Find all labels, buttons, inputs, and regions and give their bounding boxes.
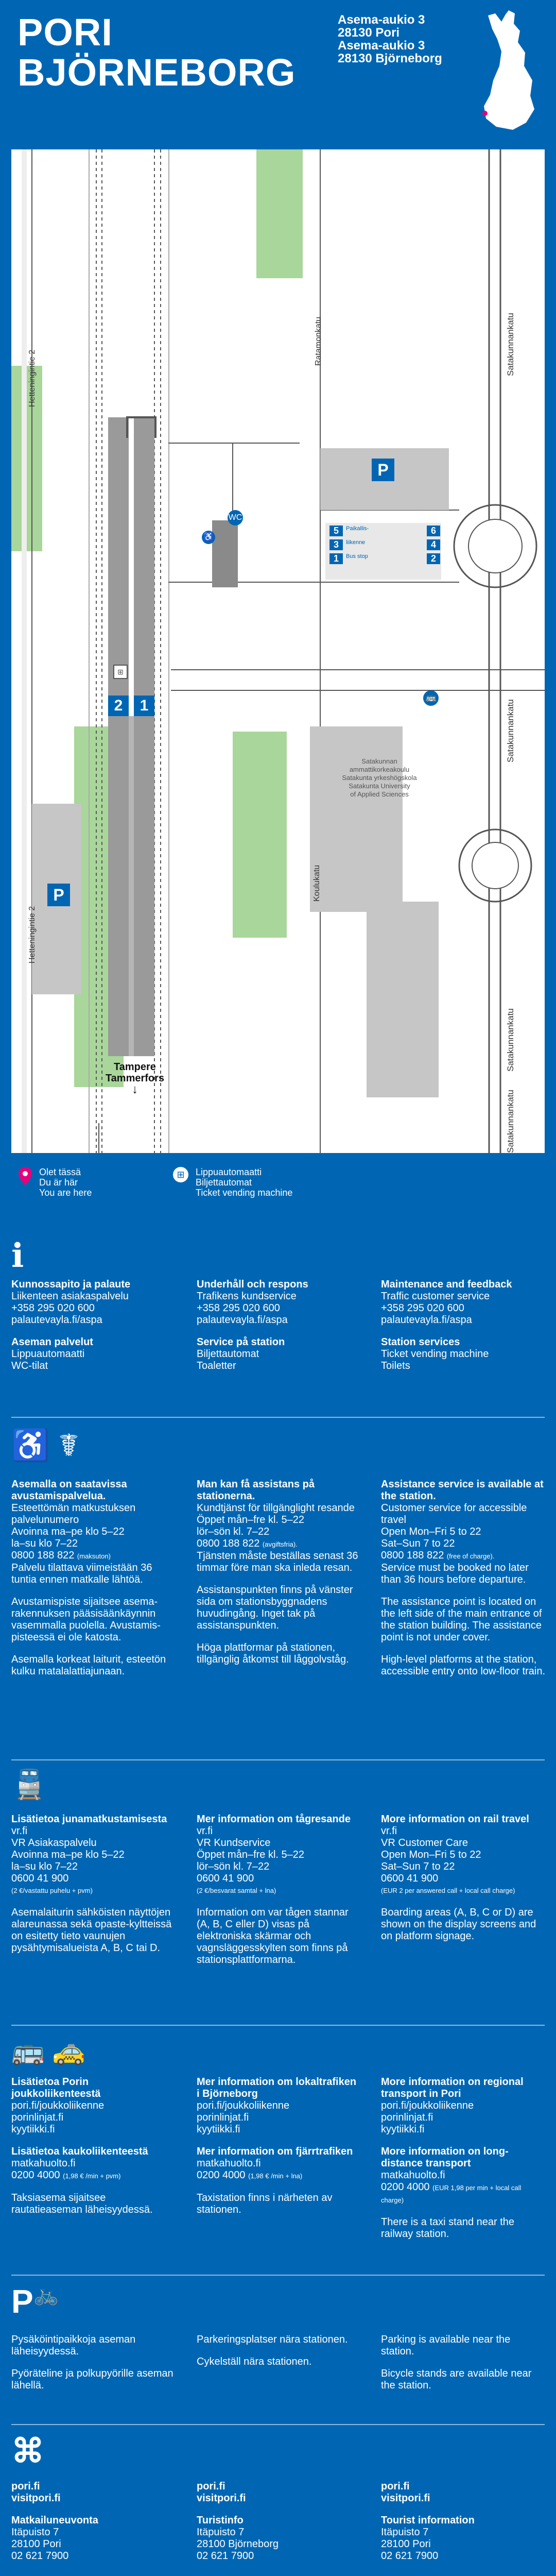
call-charge: (EUR 2 per answered call + local call charge) (381, 1887, 515, 1894)
assistance-text: Asemalla korkeat laiturit, esteetön kulku matalalattiajunaan. (11, 1654, 166, 1677)
transport-link[interactable]: kyytiikki.fi (381, 2124, 425, 2135)
transport-fi (11, 2076, 176, 2226)
bus-stop-caption: Bus stop (346, 553, 368, 560)
platform-1-sign: 1 (134, 696, 154, 716)
rail-text: Sat–Sun 7 to 22 (381, 1861, 455, 1872)
rail-text: VR Customer Care (381, 1837, 468, 1849)
address-line: Asema-aukio 3 (338, 13, 425, 27)
tourist-fi (11, 2481, 176, 2562)
phone-number: 0200 4000 (381, 2181, 430, 2193)
assistance-heading: Asemalla on saatavissa avustamispalvelua. (11, 1479, 127, 1502)
transport-heading: Lisätietoa Porin joukkoliikenteestä (11, 2076, 101, 2099)
school-label-line: Satakunta University (349, 782, 410, 790)
transport-text: Taksiasema sijaitsee rautatieaseman läheisyydessä. (11, 2192, 153, 2215)
transport-link[interactable]: porinlinjat.fi (197, 2112, 249, 2123)
address-line: 28130 Björneborg (338, 52, 442, 65)
assistance-text: la–su klo 7–22 (11, 1538, 78, 1549)
info-text: Liikenteen asiakaspalvelu (11, 1291, 129, 1302)
rail-text: Avoinna ma–pe klo 5–22 (11, 1849, 125, 1860)
school-building (310, 726, 403, 912)
info-text: Traffic customer service (381, 1291, 490, 1302)
tourist-text: 28100 Pori (11, 2538, 61, 2550)
bus-stop-number: 2 (427, 553, 440, 564)
info-text: Ticket vending machine (381, 1348, 489, 1360)
school-label-line: of Applied Sciences (350, 790, 409, 798)
parking-bicycle-icon: P🚲 (11, 2283, 59, 2320)
address-line: Asema-aukio 3 (338, 39, 425, 53)
rail-text: Asemalaiturin sähköisten näyttöjen alareunassa sekä opaste-kyltteissä on esitetty tieto vaunujen pysähtymisalueista A, B, C tai D. (11, 1907, 172, 1954)
divider (11, 1759, 545, 1760)
info-text[interactable]: palautevayla.fi/aspa (197, 1314, 288, 1326)
info-text: Trafikens kundservice (197, 1291, 297, 1302)
bus-stop-number: 4 (427, 539, 440, 550)
phone-number: 0600 41 900 (197, 1873, 254, 1884)
rail-link[interactable]: vr.fi (197, 1825, 213, 1837)
rail-text: VR Asiakaspalvelu (11, 1837, 97, 1849)
direction-line: Tammerfors (105, 1073, 165, 1084)
phone-number: 0600 41 900 (381, 1873, 439, 1884)
transport-link[interactable]: pori.fi/joukkoliikenne (197, 2100, 290, 2111)
parking-sv (197, 2334, 361, 2378)
rail-text: lör–sön kl. 7–22 (197, 1861, 270, 1872)
assistance-text: The assistance point is located on the left side of the main entrance of the station building. The assistance point is not under cover. (381, 1596, 542, 1643)
info-text: +358 295 020 600 (11, 1302, 95, 1314)
tourist-link[interactable]: visitpori.fi (381, 2493, 430, 2504)
tourist-text: 28100 Pori (381, 2538, 431, 2550)
phone-number: 0800 188 822 (11, 1550, 75, 1561)
transport-text: Taxistation finns i närheten av stationen. (197, 2192, 333, 2215)
phone-number: 0200 4000 (11, 2170, 60, 2181)
rail-fi (11, 1814, 176, 1964)
rail-heading: Lisätietoa junamatkustamisesta (11, 1814, 167, 1825)
transport-link[interactable]: matkahuolto.fi (11, 2158, 76, 2169)
legend-text: You are here (39, 1188, 92, 1198)
transport-link[interactable]: porinlinjat.fi (381, 2112, 433, 2123)
rail-sv (197, 1814, 361, 1976)
station-building (212, 520, 238, 587)
info-text[interactable]: palautevayla.fi/aspa (11, 1314, 102, 1326)
station-map (11, 149, 545, 1153)
rail-text: Öppet mån–fre kl. 5–22 (197, 1849, 305, 1860)
info-fi (11, 1279, 176, 1372)
school-label (341, 757, 418, 799)
transport-sv (197, 2076, 361, 2226)
tourist-text: Itäpuisto 7 (197, 2527, 245, 2538)
rail-en (381, 1814, 546, 1953)
info-en (381, 1279, 546, 1372)
legend-text: Lippuautomaatti (196, 1167, 262, 1177)
rail-link[interactable]: vr.fi (381, 1825, 397, 1837)
divider (11, 2025, 545, 2026)
tourist-link[interactable]: pori.fi (197, 2481, 225, 2492)
assistance-text: Palvelu tilattava viimeistään 36 tuntia ennen matkalle lähtöä. (11, 1562, 152, 1585)
tourist-heading: Matkailuneuvonta (11, 2515, 98, 2526)
tourist-heading: Tourist information (381, 2515, 475, 2526)
assistance-text: Höga plattformar på stationen, tillgänglig åtkomst till låggolvståg. (197, 1642, 349, 1665)
assistance-text: Esteettömän matkustuksen palvelunumero (11, 1502, 136, 1526)
assistance-fi (11, 1479, 176, 1688)
tourist-text: 28100 Björneborg (197, 2538, 279, 2550)
tourist-info-icon: ⌘ (11, 2432, 44, 2469)
phone-number: 02 621 7900 (197, 2550, 254, 2562)
ticket-machine-icon: ⊞ (173, 1167, 188, 1182)
divider (11, 1417, 545, 1418)
transport-en (381, 2076, 546, 2250)
tourist-link[interactable]: pori.fi (11, 2481, 40, 2492)
assistance-text: Customer service for accessible travel (381, 1502, 527, 1526)
assistance-text: Assistanspunkten finns på vänster sida om stationsbyggnadens huvudingång. Inget tak på assistanspunkten. (197, 1584, 353, 1631)
school-label-line: Satakunnan (361, 757, 397, 765)
train-icon: 🚆 (11, 1768, 47, 1800)
transport-link[interactable]: kyytiikki.fi (11, 2124, 55, 2135)
phone-number: 0800 188 822 (381, 1550, 444, 1561)
assistance-heading: Man kan få assistans på stationerna. (197, 1479, 315, 1502)
bus-stop-caption: liikenne (346, 539, 366, 546)
rail-text: VR Kundservice (197, 1837, 271, 1849)
arrow-down-icon: ↓ (132, 1082, 138, 1096)
transport-link[interactable]: matkahuolto.fi (197, 2158, 261, 2169)
ticket-machine-icon: ⊞ (113, 665, 128, 679)
page-title (18, 12, 296, 93)
platform-2-sign: 2 (108, 696, 129, 716)
platform-2-area (108, 417, 129, 1056)
bus-stop-number: 1 (329, 553, 343, 564)
direction-label (104, 1061, 166, 1095)
info-heading: Kunnossapito ja palaute (11, 1279, 131, 1290)
road-label-satakunnankatu: Satakunnankatu (506, 1008, 515, 1072)
transport-heading: More information on regional transport in Pori (381, 2076, 524, 2099)
transport-link[interactable]: porinlinjat.fi (11, 2112, 64, 2123)
legend-text: Biljettautomat (196, 1177, 252, 1188)
map-graphic (11, 149, 545, 1153)
legend-text: Ticket vending machine (196, 1188, 293, 1198)
call-charge: (EUR 1,98 per min + local call charge) (381, 2184, 522, 2204)
address-line: 28130 Pori (338, 26, 400, 40)
road-label-satakunnankatu: Satakunnankatu (506, 313, 515, 376)
rail-heading: Mer information om tågresande (197, 1814, 351, 1825)
assistance-text: lör–sön kl. 7–22 (197, 1526, 270, 1537)
assistance-text: Avoinna ma–pe klo 5–22 (11, 1526, 125, 1537)
rail-heading: More information on rail travel (381, 1814, 529, 1825)
bus-icon: 🚌 (423, 690, 439, 706)
phone-number: 02 621 7900 (381, 2550, 439, 2562)
phone-number: 0200 4000 (197, 2170, 246, 2181)
wc-icon: WC (228, 510, 243, 526)
call-charge: (1,98 € /min + pvm) (63, 2172, 121, 2180)
info-heading: Service på station (197, 1336, 285, 1348)
rail-text: Information om var tågen stannar (A, B, C eller D) visas på elektroniska skärmar och vagnsläggesskylten som finns på stationsplattformarna. (197, 1907, 349, 1965)
info-text: +358 295 020 600 (381, 1302, 464, 1314)
assistance-text: Kundtjänst för tillgänglight resande (197, 1502, 355, 1514)
assistance-text: High-level platforms at the station, accessible entry onto low-floor train. (381, 1654, 546, 1677)
location-pin-icon (19, 1167, 32, 1185)
divider (11, 2275, 545, 2276)
building (367, 902, 439, 1097)
info-text: WC-tilat (11, 1360, 48, 1371)
rail-text: la–su klo 7–22 (11, 1861, 78, 1872)
bus-stop-number: 3 (329, 539, 343, 550)
assistance-text: Öppet mån–fre kl. 5–22 (197, 1514, 305, 1526)
parking-fi (11, 2334, 176, 2402)
call-charge: (maksuton) (77, 1552, 111, 1560)
road-label-hetteningintie: Hetteningintie 2 (28, 906, 37, 963)
info-heading: Aseman palvelut (11, 1336, 93, 1348)
road-label-satakunnankatu: Satakunnankatu (506, 1090, 515, 1153)
bus-stop-panel (329, 526, 440, 564)
transport-link[interactable]: pori.fi/joukkoliikenne (381, 2100, 474, 2111)
transport-link[interactable]: matkahuolto.fi (381, 2170, 445, 2181)
green-area (233, 732, 287, 938)
road-label-ratamonkatu: Ratamonkatu (314, 316, 323, 366)
road-label-hetteningintie: Hetteningintie 2 (28, 349, 37, 407)
rail-text: Open Mon–Fri 5 to 22 (381, 1849, 481, 1860)
info-text: Toaletter (197, 1360, 236, 1371)
parking-sign: P (372, 459, 394, 481)
transport-heading: More information on long-distance transport (381, 2146, 509, 2169)
info-icon: i (11, 1236, 24, 1275)
tourist-link[interactable]: pori.fi (381, 2481, 410, 2492)
road-label-koulukatu: Koulukatu (312, 865, 321, 902)
transport-heading: Mer information om lokaltrafiken i Björneborg (197, 2076, 357, 2099)
legend-text: Du är här (39, 1177, 78, 1188)
platform-1-area (134, 417, 154, 1056)
title-line-1: PORI (18, 11, 113, 54)
school-label-line: ammattikorkeakoulu (349, 766, 410, 773)
bus-stop-number: 5 (329, 526, 343, 536)
call-charge: (1,98 € /min + lna) (248, 2172, 303, 2180)
parking-text: Bicycle stands are available near the station. (381, 2368, 532, 2391)
direction-line: Tampere (114, 1061, 156, 1073)
tourist-text: Itäpuisto 7 (11, 2527, 59, 2538)
parking-text: Parkeringsplatser nära stationen. (197, 2334, 348, 2345)
info-text: Biljettautomat (197, 1348, 259, 1360)
call-charge: (2 €/vastattu puhelu + pvm) (11, 1887, 93, 1894)
assistance-heading: Assistance service is available at the station. (381, 1479, 544, 1502)
divider (11, 2424, 545, 2425)
info-text: Toilets (381, 1360, 410, 1371)
transport-link[interactable]: kyytiikki.fi (197, 2124, 240, 2135)
assistance-text: Open Mon–Fri 5 to 22 (381, 1526, 481, 1537)
bus-taxi-icon: 🚌 🚕 (11, 2036, 85, 2066)
road-label-satakunnankatu: Satakunnankatu (506, 699, 515, 762)
finland-map-icon (477, 8, 538, 132)
transport-heading: Mer information om fjärrtrafiken (197, 2146, 353, 2157)
assistance-text: Avustamispiste sijaitsee asema-rakennuksen pääsisäänkäynnin vasemmalla puolella. Avustamis-pisteessä ei ole katosta. (11, 1596, 161, 1643)
legend-text: Olet tässä (39, 1167, 81, 1177)
school-label-line: Satakunta yrkeshögskola (342, 774, 417, 782)
phone-number: 02 621 7900 (11, 2550, 69, 2562)
info-text: +358 295 020 600 (197, 1302, 280, 1314)
parking-text: Parking is available near the station. (381, 2334, 511, 2357)
transport-text: There is a taxi stand near the railway station. (381, 2216, 515, 2240)
info-sv (197, 1279, 361, 1372)
call-charge: (avgiftsfria). (262, 1540, 298, 1548)
accessibility-icon: ♿ (202, 531, 215, 544)
parking-text: Pysäköintipaikkoja aseman läheisyydessä. (11, 2334, 136, 2357)
assistance-text: Service must be booked no later than 36 hours before departure. (381, 1562, 529, 1585)
tourist-en (381, 2481, 546, 2562)
assistance-sv (197, 1479, 361, 1676)
info-heading: Maintenance and feedback (381, 1279, 512, 1290)
tourist-sv (197, 2481, 361, 2562)
rail-link[interactable]: vr.fi (11, 1825, 28, 1837)
phone-number: 0600 41 900 (11, 1873, 69, 1884)
rail-text: Boarding areas (A, B, C or D) are shown on the display screens and on platform signage. (381, 1907, 536, 1942)
assistance-text: Sat–Sun 7 to 22 (381, 1538, 455, 1549)
info-text: Lippuautomaatti (11, 1348, 85, 1360)
tourist-text: Itäpuisto 7 (381, 2527, 429, 2538)
call-charge: (2 €/besvarat samtal + lna) (197, 1887, 276, 1894)
parking-en (381, 2334, 546, 2402)
assistance-text: Tjänsten måste beställas senast 36 timmar före man ska inleda resan. (197, 1550, 358, 1573)
info-heading: Station services (381, 1336, 460, 1348)
bus-stop-caption: Paikallis- (346, 526, 369, 532)
accessibility-icon: ♿ ☤ (11, 1428, 79, 1463)
call-charge: (free of charge). (446, 1552, 495, 1560)
station-address (338, 13, 442, 65)
transport-link[interactable]: pori.fi/joukkoliikenne (11, 2100, 105, 2111)
parking-text: Pyöräteline ja polkupyörille aseman lähellä. (11, 2368, 173, 2391)
tourist-heading: Turistinfo (197, 2515, 244, 2526)
transport-heading: Lisätietoa kaukoliikenteestä (11, 2146, 148, 2157)
tourist-link[interactable]: visitpori.fi (197, 2493, 246, 2504)
tourist-link[interactable]: visitpori.fi (11, 2493, 61, 2504)
info-text[interactable]: palautevayla.fi/aspa (381, 1314, 472, 1326)
parking-text: Cykelställ nära stationen. (197, 2356, 312, 2367)
info-heading: Underhåll och respons (197, 1279, 308, 1290)
green-area (256, 149, 303, 278)
bus-stop-number: 6 (427, 526, 440, 536)
title-line-2: BJÖRNEBORG (18, 51, 296, 94)
parking-sign: P (47, 884, 70, 906)
phone-number: 0800 188 822 (197, 1538, 260, 1549)
assistance-en (381, 1479, 546, 1688)
